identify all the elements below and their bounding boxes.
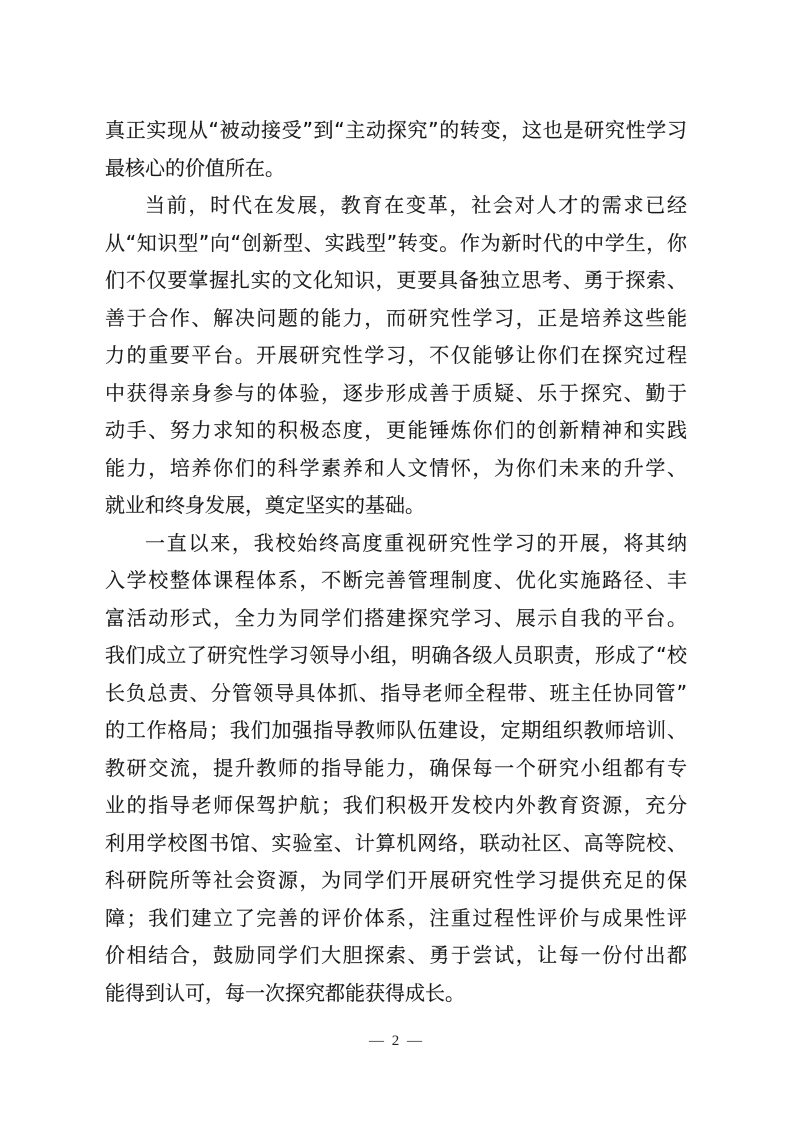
text-line: 价相结合，鼓励同学们大胆探索、勇于尝试，让每一份付出都 bbox=[105, 943, 687, 967]
text-line: 能力，培养你们的科学素养和人文情怀，为你们未来的升学、 bbox=[105, 455, 687, 480]
text-line: 善于合作、解决问题的能力，而研究性学习，正是培养这些能 bbox=[105, 305, 687, 330]
text-line: 业的指导老师保驾护航；我们积极开发校内外教育资源，充分 bbox=[105, 793, 687, 817]
text-line: 入学校整体课程体系，不断完善管理制度、优化实施路径、丰 bbox=[105, 568, 687, 592]
text-line: 长负总责、分管领导具体抓、指导老师全程带、班主任协同管” bbox=[105, 680, 687, 705]
text-line: 最核心的价值所在。 bbox=[105, 155, 285, 180]
text-line: 就业和终身发展，奠定坚实的基础。 bbox=[105, 493, 425, 517]
text-line: 障；我们建立了完善的评价体系，注重过程性评价与成果性评 bbox=[105, 905, 687, 930]
text-line: 科研院所等社会资源，为同学们开展研究性学习提供充足的保 bbox=[105, 868, 687, 892]
text-line: 动手、努力求知的积极态度，更能锤炼你们的创新精神和实践 bbox=[105, 418, 687, 442]
text-line: 能得到认可，每一次探究都能获得成长。 bbox=[105, 980, 465, 1005]
page-number: — 2 — bbox=[369, 1033, 424, 1049]
text-line: 们不仅要掌握扎实的文化知识，更要具备独立思考、勇于探索、 bbox=[105, 268, 687, 292]
text-line: 利用学校图书馆、实验室、计算机网络，联动社区、高等院校、 bbox=[105, 830, 687, 855]
text-line: 的工作格局；我们加强指导教师队伍建设，定期组织教师培训、 bbox=[105, 718, 687, 742]
text-line: 一直以来，我校始终高度重视研究性学习的开展，将其纳 bbox=[145, 530, 687, 555]
document-body bbox=[105, 112, 687, 1012]
text-line: 教研交流，提升教师的指导能力，确保每一个研究小组都有专 bbox=[105, 755, 687, 780]
text-line: 当前，时代在发展，教育在变革，社会对人才的需求已经 bbox=[145, 193, 687, 217]
text-line: 力的重要平台。开展研究性学习，不仅能够让你们在探究过程 bbox=[105, 343, 687, 367]
text-line: 富活动形式，全力为同学们搭建探究学习、展示自我的平台。 bbox=[105, 605, 687, 630]
text-line: 真正实现从“被动接受”到“主动探究”的转变，这也是研究性学习 bbox=[105, 118, 687, 142]
text-line: 从“知识型”向“创新型、实践型”转变。作为新时代的中学生，你 bbox=[105, 230, 687, 255]
text-line: 中获得亲身参与的体验，逐步形成善于质疑、乐于探究、勤于 bbox=[105, 380, 687, 405]
text-line: 我们成立了研究性学习领导小组，明确各级人员职责，形成了“校 bbox=[105, 643, 687, 667]
